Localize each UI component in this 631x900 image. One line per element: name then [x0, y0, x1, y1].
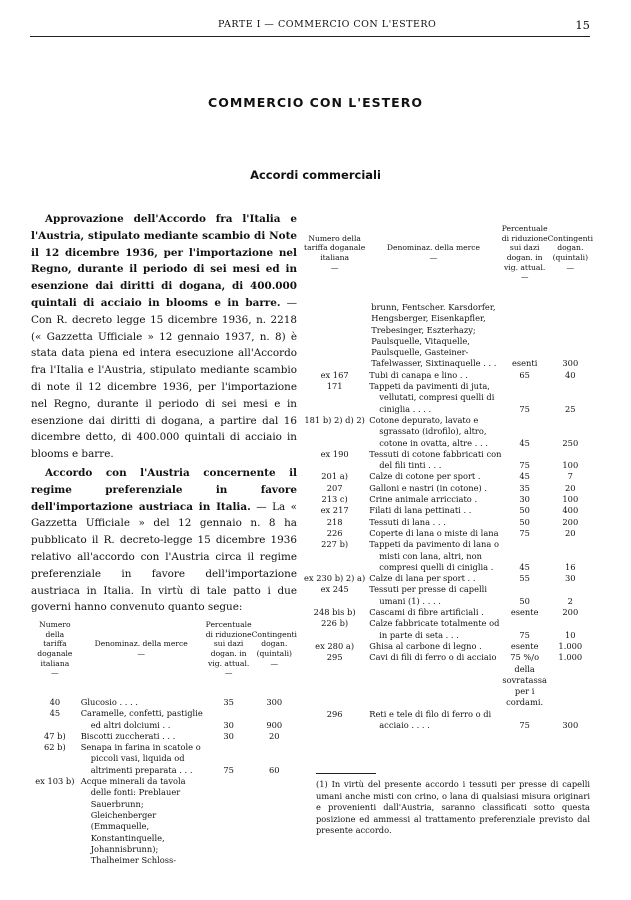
table-row: ex 280 a) Ghisa al carbone di legno . esente 1.000	[315, 640, 583, 651]
table-header	[304, 212, 593, 294]
tariff-table-right	[304, 212, 593, 731]
paragraph-preferential-regime	[31, 465, 297, 616]
table-row: 207 Galloni e nastri (in cotone) . 35 20	[326, 482, 576, 493]
table-row: ex 230 b) 2) a) Calze di lana per sport . . 55 30	[304, 573, 576, 584]
paragraph-body: — La « Gazzetta Ufficiale » del 12 gennaio n. 8 ha pubblicato il R. decreto-legge 15 dicembre 1936 relativo all'accordo con l'Austria circa il regime preferenziale in favore dell'importazione austriaca in Italia. In virtù di tale patto i due governi hanno convenuto quanto segue:	[31, 500, 297, 614]
table-row: ex 217 Filati di lana pettinati . . 50 400	[320, 505, 579, 516]
header-tariff-number: Numero della tariffa doganale italiana —	[37, 620, 73, 678]
header-quota: Contingenti dogan. (quintali) —	[547, 233, 593, 272]
table-row: brunn, Fentscher. Karsdorfer, Hengsberger, Eisenkapfler, Trebesinger, Eszterhazy; Paulsquelle, Vitaquelle, Paulsquelle, Gasteiner-Tafelwasser, Sixtinaquelle . . . esenti 300	[371, 302, 579, 369]
table-row: ex 103 b) Acque minerali da tavola delle fonti: Preblauer Sauerbrunn; Gleichenberger (Emmaquelle, Konstantinquelle, Johannisbrunn); Thalheimer Schloss-	[35, 776, 186, 866]
header-goods: Denominaz. della merce —	[386, 243, 481, 262]
table-row: ex 190 Tessuti di cotone fabbricati con del fili tinti . . . 75 100	[320, 448, 579, 471]
table-row: 218 Tessuti di lana . . . 50 200	[326, 516, 579, 527]
header-goods: Denominaz. della merce —	[94, 639, 188, 658]
paragraph-agreement-steel	[31, 211, 297, 463]
table-row: 40 Glucosio . . . . 35 300	[49, 697, 283, 707]
header-rule	[30, 36, 590, 37]
table-row: 181 b) 2) d) 2) Cotone depurato, lavato e sgrassato (idrofilo), altro, cotone in ovatta, altre . . . 45 250	[304, 414, 579, 448]
paragraph-body: — Con R. decreto legge 15 dicembre 1936, n. 2218 (« Gazzetta Ufficiale » 12 gennaio 1937, n. 8) è stata data piena ed intera esecuzione all'Accordo fra l'Italia e l'Austria, stipulato mediante scambio di note il 12 dicembre 1936, per l'importazione nel Regno, durante il periodo di sei mesi e in esenzione dai diritti di dogana, a partire dal 16 dicembre detto, di 400.000 quintali di acciaio in blooms e barre.	[31, 296, 297, 461]
table-row: 62 b) Senapa in farina in scatole o piccoli vasi, liquida od altrimenti preparata . . . 75 60	[43, 742, 280, 775]
table-row: 227 b) Tappeti da pavimento di lana o misti con lana, altri, non compresi quelli di ciniglia . 45 16	[321, 539, 576, 572]
footnote: (1) In virtù del presente accordo i tessuti per presse di capelli umani anche misti con crino, o lana di qualsiasi misura originari e provenienti dall'Austria, saranno classificati sotto questa posizione ed ammessi al trattamento preferenziale previsto dal presente accordo.	[316, 779, 590, 836]
page-header	[30, 19, 590, 37]
table-header	[33, 613, 297, 685]
table-row: 226 b) Calze fabbricate totalmente od in parte di seta . . . 75 10	[321, 618, 576, 640]
main-title: COMMERCIO CON L'ESTERO	[208, 95, 423, 110]
table-row: 201 a) Calze di cotone per sport . 45 7	[321, 471, 573, 482]
footnote-rule	[316, 773, 376, 774]
paragraph-heading: Approvazione dell'Accordo fra l'Italia e l'Austria, stipulato mediante scambio di Note il 12 dicembre 1936, per l'importazione nel Regno, durante il periodo di sei mesi ed in esenzione dai diritti di dogana, di 400.000 quintali di acciaio in blooms e in barre.	[31, 213, 297, 309]
tariff-table-left	[33, 613, 297, 866]
header-quota: Contingenti dogan. (quintali) —	[251, 629, 297, 668]
table-row: 295 Cavi di fili di ferro o di acciaio 75 %/o della sovratassa per i cordami. 1.000	[326, 652, 583, 708]
table-row: 45 Caramelle, confetti, pastiglie ed altri dolciumi . . 30 900	[49, 708, 283, 730]
table-row: 213 c) Crine animale arricciato . 30 100	[321, 494, 579, 505]
header-tariff-number: Numero della tariffa doganale italiana —	[304, 233, 366, 272]
header-reduction: Percentuale di riduzione sui dazi dogan. in vig. attual. —	[501, 224, 548, 282]
table-row: ex 167 Tubi di canapa e lino . . 65 40	[320, 369, 576, 380]
section-title: Accordi commerciali	[250, 168, 381, 182]
page-number: 15	[575, 18, 590, 32]
table-row: 248 bis b) Cascami di fibre artificiali . esente 200	[313, 607, 579, 618]
table-row: ex 245 Tessuti per presse di capelli umani (1) . . . . 50 2	[320, 584, 573, 606]
table-row: 47 b) Biscotti zuccherati . . . 30 20	[43, 730, 280, 741]
running-title: PARTE I — COMMERCIO CON L'ESTERO	[218, 19, 437, 30]
paragraph-heading: Accordo con l'Austria concernente il regime preferenziale in favore dell'importazione austriaca in Italia.	[31, 467, 297, 513]
table-row: 226 Coperte di lana o miste di lana 75 20	[326, 527, 576, 538]
header-reduction: Percentuale di riduzione sui dazi dogan. in vig. attual. —	[205, 620, 252, 678]
table-row: 296 Reti e tele di filo di ferro o di acciaio . . . . 75 300	[326, 708, 579, 730]
table-row: 171 Tappeti da pavimenti di juta, vellutati, compresi quelli di ciniglia . . . . 75 25	[326, 381, 576, 414]
